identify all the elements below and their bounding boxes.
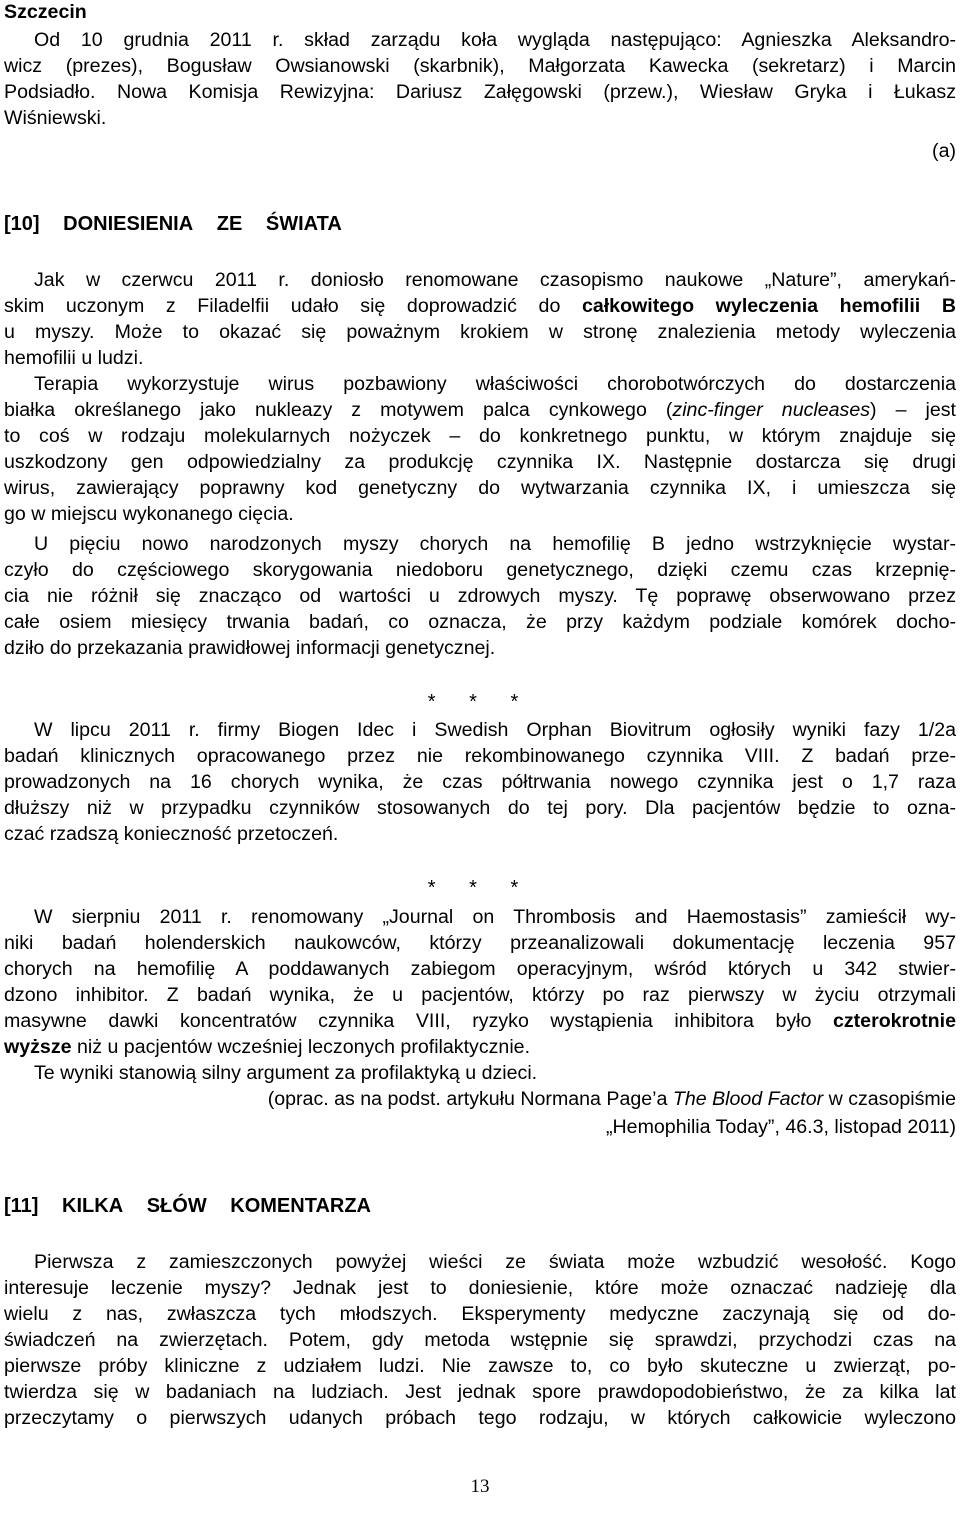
text-span: masywne dawki koncentratów czynnika VIII, ryzyko wystąpienia inhibitora było [4, 1010, 833, 1032]
section-heading-11 [4, 1194, 956, 1218]
szczecin-line-2: wicz (prezes), Bogusław Owsianowski (skarbnik), Małgorzata Kawecka (sekretarz) i Marcin [4, 55, 956, 77]
paragraph-line: dzono inhibitor. Z badań wynika, że u pacjentów, którzy po raz pierwszy w życiu otrzymali [4, 984, 956, 1006]
paragraph-line: W sierpniu 2011 r. renomowany „Journal on Thrombosis and Haemostasis” zamieścił wy- [34, 906, 956, 928]
paragraph-line [4, 1035, 956, 1059]
paragraph-line [4, 398, 956, 422]
paragraph-line: prowadzonych na 16 chorych wynika, że czas półtrwania nowego czynnika jest o 1,7 raza [4, 771, 956, 793]
paragraph-line: pierwsze próby kliniczne z udziałem ludzi. Nie zawsze to, co było skuteczne u zwierząt, po- [4, 1355, 956, 1377]
paragraph-line: u myszy. Może to okazać się poważnym krokiem w stronę znalezienia metody wyleczenia [4, 321, 956, 343]
text-span: skim uczonym z Filadelfii udało się doprowadzić do [4, 295, 582, 317]
paragraph-line: świadczeń na zwierzętach. Potem, gdy metoda wstępnie się sprawdzi, przychodzi czas na [4, 1329, 956, 1351]
heading-number: [10] [4, 213, 40, 235]
text-span: w czasopiśmie [823, 1088, 956, 1110]
paragraph-line [4, 294, 956, 318]
paragraph-line: wielu z nas, zwłaszcza tych młodszych. Eksperymenty medyczne zaczynają się od do- [4, 1303, 956, 1325]
bold-text: całkowitego wyleczenia hemofilii B [581, 295, 956, 317]
heading-word: SŁÓW [146, 1195, 207, 1217]
heading-word: DONIESIENIA [63, 213, 194, 235]
heading-word: KILKA [62, 1195, 124, 1217]
paragraph-line: twierdza się w badaniach na ludziach. Jest jednak spore prawdopodobieństwo, że za kilka lat [4, 1381, 956, 1403]
paragraph-line: wirus, zawierający poprawny kod genetyczny do wytwarzania czynnika IX, i umieszcza się [4, 477, 956, 499]
heading-word: ZE [216, 213, 243, 235]
section-heading-10 [4, 212, 956, 236]
italic-text: zinc-finger nucleases [672, 399, 871, 421]
paragraph-line [4, 1009, 956, 1033]
italic-text: The Blood Factor [672, 1088, 824, 1110]
szczecin-line-3: Podsiadło. Nowa Komisja Rewizyjna: Dariusz Załęgowski (przew.), Wiesław Gryka i Łukasz [4, 81, 956, 103]
separator-stars: * * * [427, 877, 533, 899]
text-span: białka określanego jako nukleazy z motywem palca cynkowego ( [4, 399, 673, 421]
paragraph-line: U pięciu nowo narodzonych myszy chorych na hemofilię B jedno wstrzyknięcie wystar- [34, 533, 956, 555]
heading-number: [11] [4, 1195, 39, 1217]
paragraph-line: hemofilii u ludzi. [4, 347, 144, 369]
paragraph-line: Jak w czerwcu 2011 r. doniosło renomowane czasopismo naukowe „Nature”, amerykań- [34, 269, 956, 291]
paragraph-line: W lipcu 2011 r. firmy Biogen Idec i Swedish Orphan Biovitrum ogłosiły wyniki fazy 1/2a [34, 719, 956, 741]
paragraph-line: chorych na hemofilię A poddawanych zabiegom operacyjnym, wśród których u 342 stwier- [4, 958, 956, 980]
bold-text: wyższe [4, 1036, 72, 1058]
paragraph-line: czyło do częściowego skorygowania niedoboru genetycznego, dzięki czemu czas krzepnię- [4, 559, 956, 581]
paragraph-line: dziło do przekazania prawidłowej informacji genetycznej. [4, 637, 496, 659]
text-span: (oprac. as na podst. artykułu Normana Page’a [267, 1088, 673, 1110]
paragraph-line: badań klinicznych opracowanego przez nie rekombinowanego czynnika VIII. Z badań prze- [4, 745, 956, 767]
paragraph-line: to coś w rodzaju molekularnych nożyczek – do konkretnego punktu, w którym znajduje się [4, 425, 956, 447]
paragraph-line: Te wyniki stanowią silny argument za profilaktyką u dzieci. [34, 1062, 538, 1084]
paragraph-line: cia nie różnił się znacząco od wartości u zdrowych myszy. Tę poprawę obserwowano przez [4, 585, 956, 607]
paragraph-line: przeczytamy o pierwszych udanych próbach tego rodzaju, w których całkowicie wyleczono [4, 1407, 956, 1429]
szczecin-line-4: Wiśniewski. [4, 107, 107, 129]
section-title-szczecin: Szczecin [4, 1, 87, 23]
text-span: ) – jest [870, 399, 956, 421]
source-line-2: „Hemophilia Today”, 46.3, listopad 2011) [606, 1116, 956, 1138]
paragraph-line: dłuższy niż w przypadku czynników stosowanych do tej pory. Dla pacjentów będzie to ozna- [4, 797, 956, 819]
bold-text: czterokrotnie [832, 1010, 956, 1032]
paragraph-line: go w miejscu wykonanego cięcia. [4, 503, 294, 525]
szczecin-line-1: Od 10 grudnia 2011 r. skład zarządu koła wygląda następująco: Agnieszka Aleksandro- [34, 29, 956, 51]
text-span: niż u pacjentów wcześniej leczonych profilaktycznie. [71, 1036, 531, 1058]
paragraph-line: niki badań holenderskich naukowców, którzy przeanalizowali dokumentację leczenia 957 [4, 932, 956, 954]
page-number: 13 [470, 1476, 490, 1497]
heading-word: ŚWIATA [265, 213, 342, 235]
paragraph-line: interesuje leczenie myszy? Jednak jest to doniesienie, które może oznaczać nadzieję dla [4, 1277, 956, 1299]
paragraph-line: Terapia wykorzystuje wirus pozbawiony właściwości chorobotwórczych do dostarczenia [34, 373, 956, 395]
paragraph-line: Pierwsza z zamieszczonych powyżej wieści ze świata może wzbudzić wesołość. Kogo [34, 1251, 956, 1273]
heading-word: KOMENTARZA [230, 1195, 371, 1217]
paragraph-line: całe osiem miesięcy trwania badań, co oznacza, że przy każdym podziale komórek docho- [4, 611, 956, 633]
paragraph-line: uszkodzony gen odpowiedzialny za produkcję czynnika IX. Następnie dostarcza się drugi [4, 451, 956, 473]
paragraph-line: czać rzadszą konieczność przetoczeń. [4, 823, 339, 845]
separator-stars: * * * [427, 691, 533, 713]
source-line-1 [4, 1087, 956, 1111]
szczecin-signature: (a) [932, 140, 956, 162]
